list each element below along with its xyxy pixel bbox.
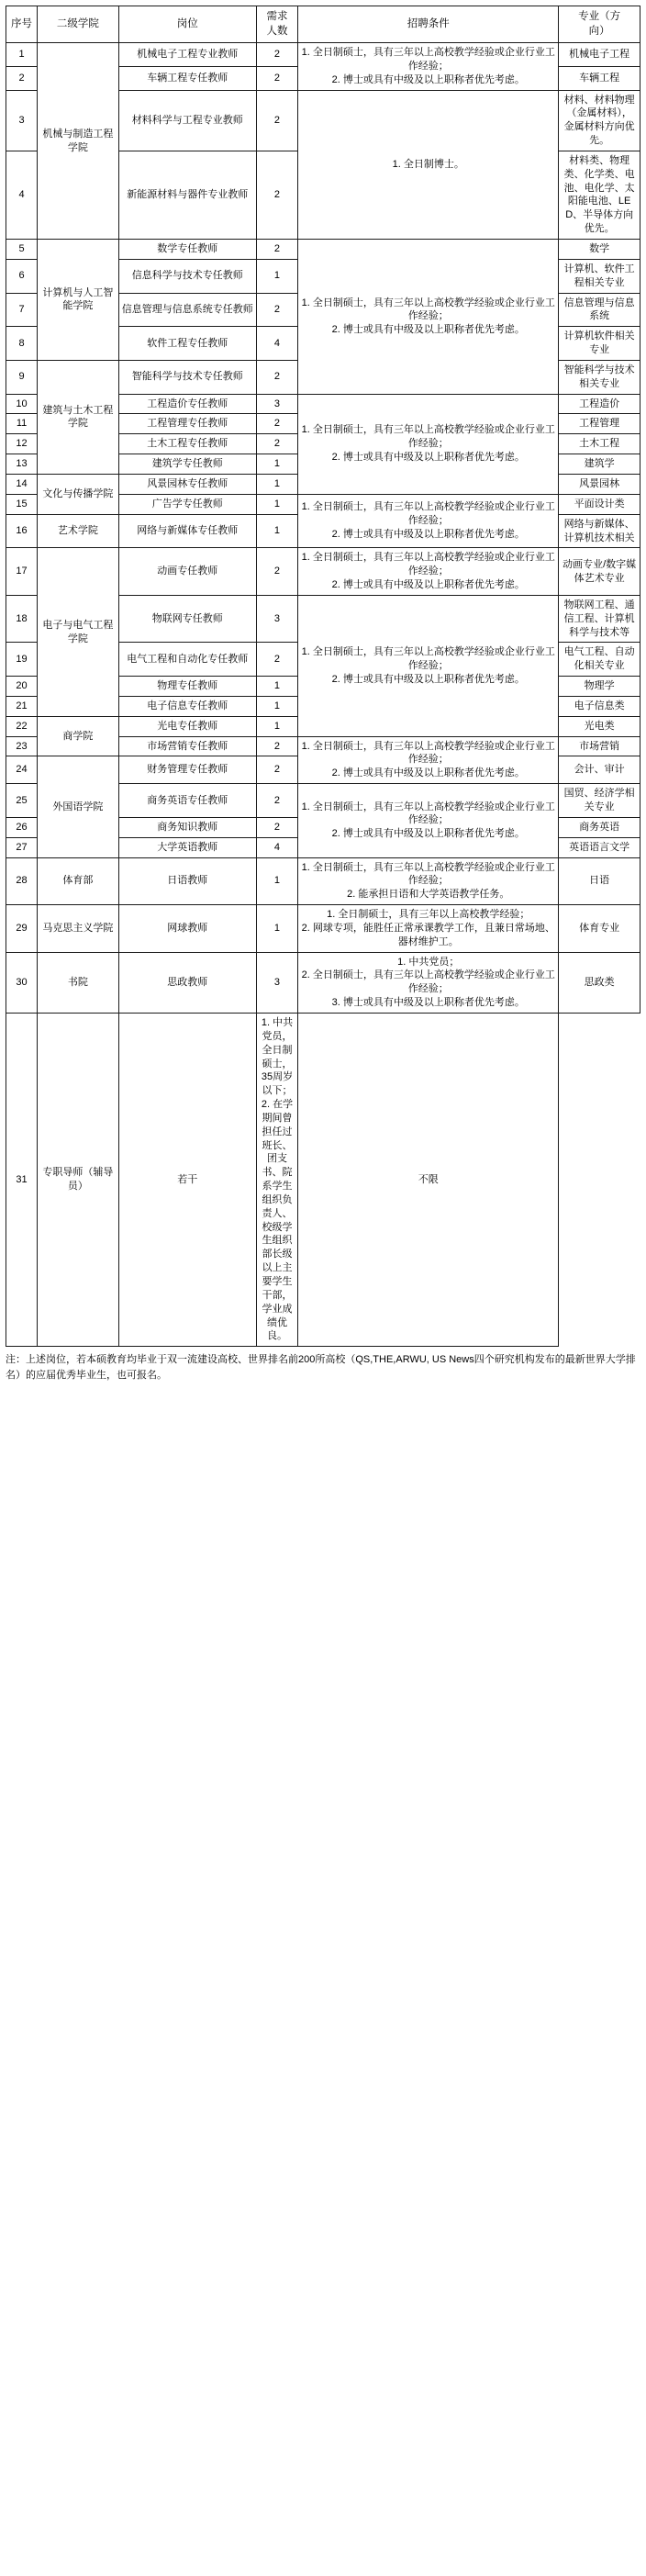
cell-seq: 11 [6,414,38,434]
cell-post: 电子信息专任教师 [118,696,256,716]
cell-number: 1 [256,677,297,697]
condition-line: 2. 全日制硕士，具有三年以上高校教学经验或企业行业工作经验； [301,969,555,995]
cell-major: 英语语言文学 [559,837,640,857]
header-major [559,6,640,43]
cell-major: 电子信息类 [559,696,640,716]
cell-number: 2 [256,548,297,596]
cell-conditions [298,90,559,239]
cell-number: 1 [256,454,297,475]
cell-conditions [298,43,559,91]
cell-post: 风景园林专任教师 [118,474,256,494]
cell-major: 电气工程、自动化相关专业 [559,643,640,677]
cell-conditions [298,784,559,857]
cell-post: 网络与新媒体专任教师 [118,514,256,548]
cell-major: 计算机、软件工程相关专业 [559,259,640,293]
cell-post: 广告学专任教师 [118,494,256,514]
cell-conditions [298,240,559,395]
condition-line: 1. 全日制硕士，具有三年以上高校教学经验或企业行业工作经验； [301,424,555,450]
condition-line: 2. 博士或具有中级及以上职称者优先考虑。 [331,529,525,540]
cell-major: 网络与新媒体、计算机技术相关 [559,514,640,548]
condition-line: 1. 全日制硕士，具有三年以上高校教学经验； [327,909,530,921]
table-body [6,43,640,1347]
cell-conditions [298,595,559,736]
cell-seq: 9 [6,360,38,394]
cell-conditions [298,494,559,548]
header-num-line2: 人数 [266,25,288,37]
cell-post: 工程管理专任教师 [118,414,256,434]
cell-post: 工程造价专任教师 [118,394,256,414]
cell-seq: 19 [6,643,38,677]
cell-post: 动画专任教师 [118,548,256,596]
cell-post: 材料科学与工程专业教师 [118,90,256,151]
cell-college: 商学院 [38,716,119,756]
cell-seq: 29 [6,905,38,953]
cell-post: 建筑学专任教师 [118,454,256,475]
cell-seq: 2 [6,66,38,90]
cell-major: 风景园林 [559,474,640,494]
cell-major: 物联网工程、通信工程、计算机科学与技术等 [559,595,640,643]
cell-number: 1 [256,857,297,905]
cell-number: 2 [256,643,297,677]
cell-college: 马克思主义学院 [38,905,119,953]
cell-college: 机械与制造工程学院 [38,43,119,240]
cell-seq: 18 [6,595,38,643]
header-num [256,6,297,43]
cell-major: 车辆工程 [559,66,640,90]
cell-number: 3 [256,952,297,1013]
cell-seq: 14 [6,474,38,494]
header-major-line2: 向） [588,25,610,37]
cell-major: 计算机软件相关专业 [559,327,640,361]
cell-number: 3 [256,394,297,414]
cell-major: 商务英语 [559,817,640,837]
condition-line: 2. 博士或具有中级及以上职称者优先考虑。 [331,767,525,779]
cell-major: 建筑学 [559,454,640,475]
cell-major: 国贸、经济学相关专业 [559,784,640,818]
cell-conditions [298,548,559,596]
cell-number: 2 [256,43,297,67]
cell-number: 2 [256,414,297,434]
cell-post: 光电专任教师 [118,716,256,736]
cell-major: 信息管理与信息系统 [559,293,640,327]
cell-post: 专职导师（辅导员） [38,1013,119,1346]
cell-number: 2 [256,151,297,239]
cell-major: 市场营销 [559,736,640,756]
condition-line: 1. 全日制硕士，具有三年以上高校教学经验或企业行业工作经验； [301,552,555,577]
cell-seq: 16 [6,514,38,548]
cell-number: 1 [256,259,297,293]
condition-line: 1. 中共党员； [397,956,460,968]
cell-number: 2 [256,360,297,394]
footnote-text: 注：上述岗位，若本硕教育均毕业于双一流建设高校、世界排名前200所高校（QS,THE,ARWU, US News四个研究机构发布的最新世界大学排名）的应届优秀毕业生，也可报名。 [6,1354,636,1381]
cell-college: 书院 [38,952,119,1013]
cell-number: 2 [256,293,297,327]
condition-line: 2. 博士或具有中级及以上职称者优先考虑。 [331,828,525,840]
cell-seq: 5 [6,240,38,260]
table-header-row [6,6,640,43]
cell-major: 工程造价 [559,394,640,414]
cell-major: 物理学 [559,677,640,697]
cell-college: 艺术学院 [38,514,119,548]
cell-post: 财务管理专任教师 [118,756,256,784]
header-major-line1: 专业（方 [578,11,621,22]
table-row [6,1013,640,1346]
cell-post: 商务知识教师 [118,817,256,837]
cell-conditions [298,952,559,1013]
cell-seq: 10 [6,394,38,414]
condition-line: 3. 博士或具有中级及以上职称者优先考虑。 [331,997,525,1009]
table-row [6,43,640,67]
cell-major: 平面设计类 [559,494,640,514]
condition-line: 1. 全日制硕士，具有三年以上高校教学经验或企业行业工作经验； [301,740,555,766]
cell-seq: 3 [6,90,38,151]
cell-post: 物理专任教师 [118,677,256,697]
cell-seq: 12 [6,434,38,454]
cell-number: 2 [256,784,297,818]
footnote [6,1350,640,1383]
condition-line: 1. 全日制硕士，具有三年以上高校教学经验或企业行业工作经验； [301,501,555,527]
cell-college: 外国语学院 [38,756,119,857]
condition-line: 2. 网球专项，能胜任正常承课教学工作，且兼日常场地、器材维护工。 [301,922,555,947]
cell-major: 光电类 [559,716,640,736]
cell-number: 2 [256,434,297,454]
header-num-line1: 需求 [266,11,288,22]
condition-line: 2. 博士或具有中级及以上职称者优先考虑。 [331,452,525,464]
cell-seq: 15 [6,494,38,514]
cell-post: 车辆工程专任教师 [118,66,256,90]
table-row [6,240,640,260]
header-seq: 序号 [6,6,38,43]
condition-line: 2. 博士或具有中级及以上职称者优先考虑。 [331,324,525,336]
cell-number: 1 [256,514,297,548]
cell-college: 文化与传播学院 [38,474,119,514]
cell-major: 日语 [559,857,640,905]
condition-line: 1. 全日制硕士，具有三年以上高校教学经验或企业行业工作经验； [301,801,555,826]
header-conditions: 招聘条件 [298,6,559,43]
cell-seq: 23 [6,736,38,756]
cell-post: 土木工程专任教师 [118,434,256,454]
cell-major: 会计、审计 [559,756,640,784]
condition-line: 2. 博士或具有中级及以上职称者优先考虑。 [331,673,525,685]
cell-number: 1 [256,905,297,953]
cell-post: 信息管理与信息系统专任教师 [118,293,256,327]
cell-post: 网球教师 [118,905,256,953]
cell-post: 物联网专任教师 [118,595,256,643]
cell-seq: 31 [6,1013,38,1346]
cell-post: 机械电子工程专业教师 [118,43,256,67]
cell-seq: 26 [6,817,38,837]
cell-number: 4 [256,837,297,857]
cell-post: 日语教师 [118,857,256,905]
cell-conditions [298,394,559,494]
table-row [6,905,640,953]
cell-number: 2 [256,240,297,260]
cell-college: 体育部 [38,857,119,905]
cell-seq: 1 [6,43,38,67]
cell-seq: 21 [6,696,38,716]
header-college: 二级学院 [38,6,119,43]
cell-number: 1 [256,494,297,514]
cell-major: 动画专业/数字媒体艺术专业 [559,548,640,596]
cell-college: 电子与电气工程学院 [38,548,119,716]
condition-line: 1. 全日制硕士，具有三年以上高校教学经验或企业行业工作经验； [301,861,555,887]
cell-post: 新能源材料与器件专业教师 [118,151,256,239]
cell-post: 数学专任教师 [118,240,256,260]
cell-seq: 27 [6,837,38,857]
cell-post: 软件工程专任教师 [118,327,256,361]
cell-seq: 20 [6,677,38,697]
table-row [6,952,640,1013]
cell-number: 4 [256,327,297,361]
cell-post: 电气工程和自动化专任教师 [118,643,256,677]
cell-major: 土木工程 [559,434,640,454]
cell-number: 2 [256,736,297,756]
cell-seq: 30 [6,952,38,1013]
table-row [6,857,640,905]
cell-major: 智能科学与技术相关专业 [559,360,640,394]
header-post: 岗位 [118,6,256,43]
cell-seq: 8 [6,327,38,361]
cell-seq: 13 [6,454,38,475]
cell-number: 2 [256,817,297,837]
condition-line: 2. 能承担日语和大学英语教学任务。 [347,889,510,901]
cell-post: 商务英语专任教师 [118,784,256,818]
cell-number: 1 [256,696,297,716]
condition-line: 2. 博士或具有中级及以上职称者优先考虑。 [331,73,525,85]
cell-post: 智能科学与技术专任教师 [118,360,256,394]
cell-major: 材料类、物理类、化学类、电池、电化学、太阳能电池、LED、半导体方向优先。 [559,151,640,239]
cell-seq: 6 [6,259,38,293]
cell-major: 思政类 [559,952,640,1013]
cell-number: 2 [256,90,297,151]
cell-post: 思政教师 [118,952,256,1013]
cell-post: 信息科学与技术专任教师 [118,259,256,293]
table-row [6,548,640,596]
condition-line: 2. 在学期间曾担任过班长、团支书、院系学生组织负责人、校级学生组织部长级以上主要学生干部，学业成绩优良。 [261,1099,294,1342]
condition-line: 2. 博士或具有中级及以上职称者优先考虑。 [331,579,525,591]
cell-seq: 4 [6,151,38,239]
cell-number: 2 [256,756,297,784]
cell-number: 若干 [118,1013,256,1346]
condition-line: 1. 全日制硕士，具有三年以上高校教学经验或企业行业工作经验； [301,645,555,671]
cell-conditions [298,857,559,905]
condition-line: 1. 中共党员，全日制硕士，35周岁以下； [261,1016,294,1097]
condition-line: 1. 全日制博士。 [392,158,464,170]
cell-major: 不限 [298,1013,559,1346]
cell-conditions [256,1013,297,1346]
cell-number: 1 [256,716,297,736]
recruitment-table [6,6,640,1347]
cell-seq: 7 [6,293,38,327]
cell-major: 工程管理 [559,414,640,434]
cell-seq: 28 [6,857,38,905]
cell-seq: 24 [6,756,38,784]
cell-seq: 17 [6,548,38,596]
cell-college: 计算机与人工智能学院 [38,240,119,361]
cell-conditions [298,736,559,784]
cell-seq: 25 [6,784,38,818]
cell-post: 大学英语教师 [118,837,256,857]
cell-number: 1 [256,474,297,494]
cell-conditions [298,905,559,953]
condition-line: 1. 全日制硕士，具有三年以上高校教学经验或企业行业工作经验； [301,297,555,322]
cell-post: 市场营销专任教师 [118,736,256,756]
cell-number: 3 [256,595,297,643]
cell-major: 数学 [559,240,640,260]
cell-major: 机械电子工程 [559,43,640,67]
cell-major: 材料、材料物理（金属材料），金属材料方向优先。 [559,90,640,151]
cell-college: 建筑与土木工程学院 [38,360,119,474]
cell-seq: 22 [6,716,38,736]
cell-number: 2 [256,66,297,90]
condition-line: 1. 全日制硕士，具有三年以上高校教学经验或企业行业工作经验； [301,47,555,72]
cell-major: 体育专业 [559,905,640,953]
